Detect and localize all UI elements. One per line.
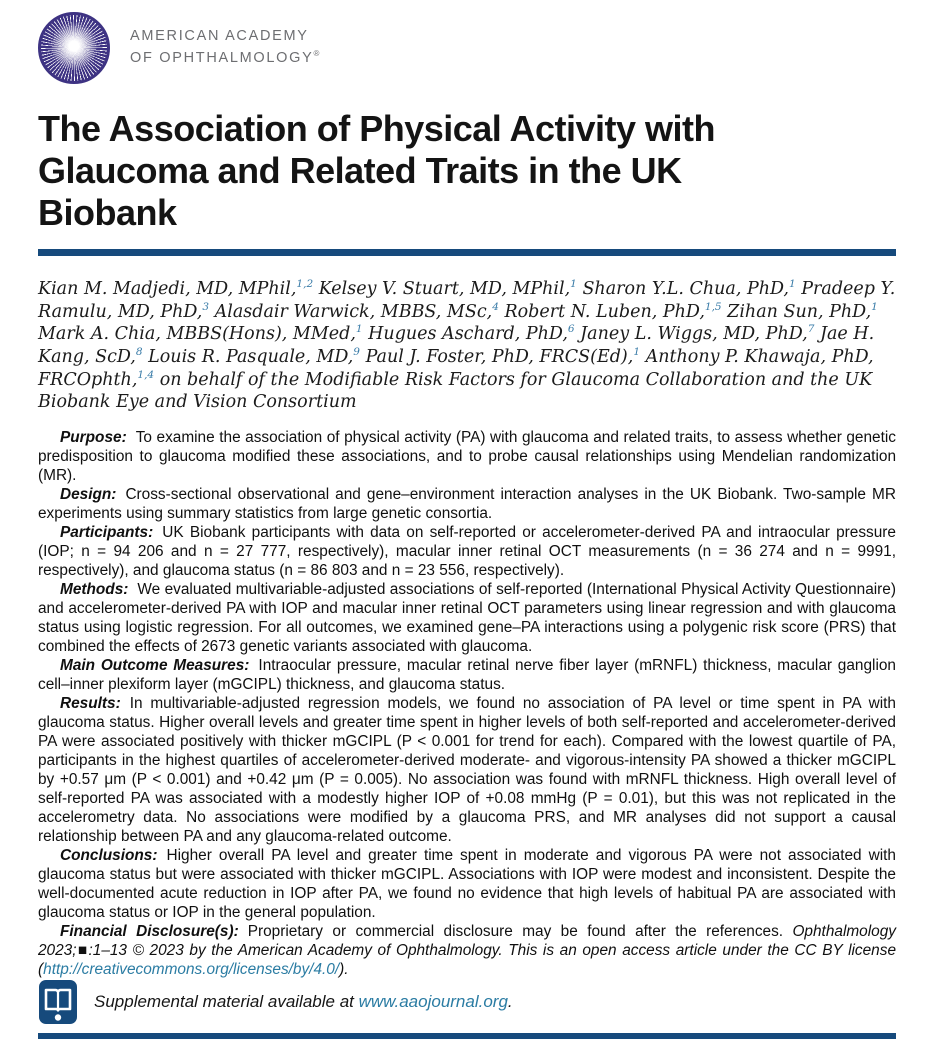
article-title: The Association of Physical Activity with Glaucoma and Related Traits in the UK Biobank bbox=[38, 108, 715, 233]
author-list bbox=[38, 278, 896, 413]
bottom-divider-rule bbox=[38, 1033, 896, 1039]
cc-by-license-link[interactable]: http://creativecommons.org/licenses/by/4.0/ bbox=[43, 960, 340, 978]
affiliation-superscript: 1 bbox=[871, 300, 878, 313]
affiliation-superscript: 8 bbox=[135, 346, 143, 359]
aao-starburst-logo-icon bbox=[38, 12, 110, 84]
abstract-section-participants bbox=[38, 523, 896, 580]
affiliation-superscript: 1,4 bbox=[137, 368, 155, 381]
affiliation-superscript: 1,2 bbox=[296, 278, 314, 291]
supplemental-text: Supplemental material available at www.aaojournal.org. bbox=[94, 991, 513, 1011]
section-text: To examine the association of physical activity (PA) with glaucoma and related traits, to assess whether genetic predisposition to glaucoma modified these associations, and to probe causal relationships using Mendelian randomization (MR). bbox=[38, 428, 896, 484]
section-label: Financial Disclosure(s): bbox=[60, 922, 239, 940]
structured-abstract bbox=[38, 428, 896, 979]
affiliation-superscript: 1 bbox=[355, 323, 363, 336]
affiliation-superscript: 6 bbox=[567, 323, 575, 336]
citation-close: ). bbox=[339, 960, 349, 978]
author: Sharon Y.L. Chua, PhD,$^1$ bbox=[582, 278, 796, 300]
affiliation-superscript: 9 bbox=[353, 346, 360, 359]
section-label: Results: bbox=[60, 694, 121, 712]
affiliation-superscript: 1 bbox=[788, 278, 796, 291]
abstract-section-financial-disclosure bbox=[38, 922, 896, 979]
author: Alasdair Warwick, MBBS, MSc,$^4$ bbox=[214, 300, 499, 322]
author-group-suffix: on behalf of the Modifiable Risk Factors for Glaucoma Collaboration and the UK Biobank Eye and Vision Consortium bbox=[38, 369, 873, 413]
abstract-section-methods bbox=[38, 580, 896, 656]
affiliation-superscript: 3 bbox=[202, 300, 210, 313]
abstract-section-main-outcome-measures bbox=[38, 656, 896, 694]
author: Robert N. Luben, PhD,$^{1,5}$ bbox=[504, 300, 722, 322]
affiliation-superscript: 1 bbox=[633, 346, 641, 359]
author: Anthony P. Khawaja, PhD, FRCOphth,$^{1,4}$ bbox=[38, 346, 874, 390]
section-label: Methods: bbox=[60, 580, 129, 598]
affiliation-superscript: 7 bbox=[807, 323, 815, 336]
author: Mark A. Chia, MBBS(Hons), MMed,$^1$ bbox=[38, 323, 363, 345]
section-label: Purpose: bbox=[60, 428, 127, 446]
section-text: UK Biobank participants with data on self-reported or accelerometer-derived PA and intraocular pressure (IOP; n = 94 206 and n = 27 777, respectively), macular inner retinal OCT measurements (n = 36 274 and n = 9991, respectively), and glaucoma status (n = 86 803 and n = 23 556, respectively). bbox=[38, 523, 896, 579]
top-divider-rule bbox=[38, 249, 896, 256]
author: Janey L. Wiggs, MD, PhD,$^7$ bbox=[580, 323, 815, 345]
affiliation-superscript: 4 bbox=[492, 300, 499, 313]
abstract-section-design bbox=[38, 485, 896, 523]
abstract-section-conclusions bbox=[38, 846, 896, 922]
registered-mark: ® bbox=[313, 49, 320, 59]
section-text: We evaluated multivariable-adjusted associations of self-reported (International Physical Activity Questionnaire) and accelerometer-derived PA with IOP and macular inner retinal OCT parameters using linear regression and with glaucoma status using logistic regression. For all outcomes, we examined gene–PA interactions using a polygenic risk score (PRS) that combined the effects of 2673 genetic variants associated with glaucoma. bbox=[38, 580, 896, 655]
section-label: Conclusions: bbox=[60, 846, 158, 864]
aaojournal-link[interactable]: www.aaojournal.org bbox=[358, 991, 508, 1011]
author: Jae H. Kang, ScD,$^8$ bbox=[38, 324, 875, 367]
author: Zihan Sun, PhD,$^1$ bbox=[727, 300, 878, 322]
ebook-tablet-icon bbox=[38, 979, 78, 1025]
author: Kelsey V. Stuart, MD, MPhil,$^1$ bbox=[318, 278, 577, 300]
affiliation-superscript: 1,5 bbox=[704, 300, 722, 313]
section-text: Higher overall PA level and greater time spent in moderate and vigorous PA were not associated with glaucoma status but were associated with thicker mGCIPL. Associations with IOP were modest and inconsistent. Despite the well-documented acute reduction in IOP after PA, we found no evidence that high levels of habitual PA are associated with glaucoma status or IOP in the general population. bbox=[38, 846, 896, 921]
section-text: Intraocular pressure, macular retinal nerve fiber layer (mRNFL) thickness, macular ganglion cell–inner plexiform layer (mGCIPL) thickness, and glaucoma status. bbox=[38, 656, 896, 693]
section-label: Participants: bbox=[60, 523, 154, 541]
journal-citation: Ophthalmology 2023;■:1–13 © 2023 by the American Academy of Ophthalmology. This is an open access article under the CC BY license ( bbox=[38, 922, 896, 978]
section-text: Cross-sectional observational and gene–environment interaction analyses in the UK Biobank. Two-sample MR experiments using summary statistics from large genetic consortia. bbox=[38, 485, 896, 522]
supplemental-material-note bbox=[38, 979, 896, 1025]
affiliation-superscript: 1 bbox=[570, 278, 577, 291]
author: Kian M. Madjedi, MD, MPhil,$^{1,2}$ bbox=[38, 278, 314, 300]
section-label: Main Outcome Measures: bbox=[60, 656, 250, 674]
brand-line-1: AMERICAN ACADEMY bbox=[130, 28, 309, 45]
author: Paul J. Foster, PhD, FRCS(Ed),$^1$ bbox=[365, 346, 641, 367]
author: Louis R. Pasquale, MD,$^9$ bbox=[148, 346, 360, 367]
author: Pradeep Y. Ramulu, MD, PhD,$^3$ bbox=[38, 279, 896, 322]
section-label: Design: bbox=[60, 485, 117, 503]
brand-line-2: OF OPHTHALMOLOGY® bbox=[130, 49, 320, 66]
section-text: In multivariable-adjusted regression models, we found no association of PA level or time spent in PA with glaucoma status. Higher overall levels and greater time spent in higher levels of both self-reported and accelerometer-derived PA were associated positively with thicker mGCIPL (P < 0.001 for trend for each). Compared with the lowest quartile of PA, participants in the highest quartiles of accelerometer-derived moderate- and vigorous-intensity PA showed a thicker mGCIPL by +0.57 μm (P < 0.001) and +0.42 μm (P = 0.005). No association was found with mRNFL thickness. High overall level of self-reported PA was associated with a modestly higher IOP of +0.08 mmHg (P = 0.01), but this was not replicated in the accelerometry data. No associations were modified by a glaucoma PRS, and MR analyses did not support a causal relationship between PA and any glaucoma-related outcome. bbox=[38, 694, 896, 845]
author: Hugues Aschard, PhD,$^6$ bbox=[368, 323, 575, 345]
abstract-section-purpose bbox=[38, 428, 896, 485]
abstract-section-results bbox=[38, 694, 896, 846]
section-text: Proprietary or commercial disclosure may be found after the references. bbox=[247, 922, 793, 940]
aao-brand-name bbox=[130, 26, 319, 70]
journal-header bbox=[38, 12, 896, 84]
